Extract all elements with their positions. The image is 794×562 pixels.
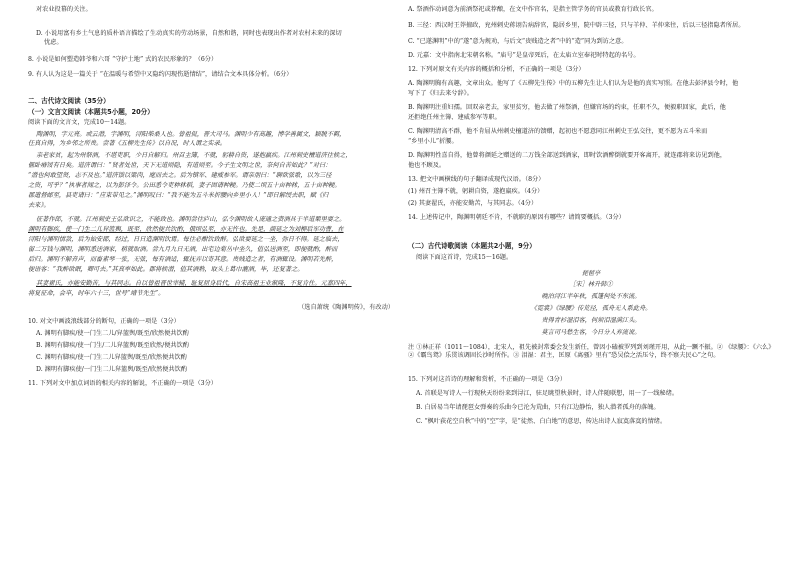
passage-line-underlined: 其妻翟氏，亦能安勤苦，与其同志。自以曾祖晋世宰辅，耻复屈身后代，自宋高祖王业渐隆，不复肯仕。元嘉四年， (36, 280, 352, 287)
subsection-heading: （二）古代诗歌阅读（本题共2小题，9分） (408, 242, 536, 250)
question-9: 9. 有人认为这是一篇关于 “在温暖与希望中又隐约闪现伤逝情结”，请结合文本具体分析。（6分） (28, 71, 293, 78)
q10-option-b: B. 渊明有脚疾/使一门生/二儿舁篮舆/既至欣然/便共饮酌 (36, 342, 189, 349)
passage-line: 将复征命，会卒，时年六十三，世号“靖节先生”。 (28, 290, 165, 297)
passage-line: “潜也何敢望贤，志不及也。”道济馈以粱肉，麾而去之。后为镇军、建威参军。谓亲朋曰：“聊欲弦歌，以为三径 (28, 172, 332, 179)
q12-option-line: 还拒绝任州主簿、建威参军等职。 (408, 114, 501, 121)
poem-title: 琵琶亭 (581, 270, 601, 277)
q10-option-d: D. 渊明有脚疾使/一门生二儿舁篮舆/既至/欣然便共饮酌 (36, 366, 188, 373)
passage-line: 留二万钱与渊明，渊明悉送酒家，稍就取酒。尝九月九日无酒，出宅边菊丛中坐久，值弘送酒至，即便就酌，醉而 (28, 246, 338, 253)
q11-option-b: B. 三径：西汉时王莽擅政，兖州刺史蒋诩告病辞官，隐居乡里，院中辟三径，只与羊仲、羊仲来往，后以三径指隐者所居。 (408, 22, 745, 29)
question-12: 12. 下列对原文有关内容的概括和分析，不正确的一项是（3分） (408, 66, 585, 73)
passage-line: 郡遣督邮至，县吏请曰：“应束带见之。”渊明叹曰：“我不能为五斗米折腰向乡里小人！”即日解绶去职，赋《归 (28, 192, 329, 199)
section-heading: 二、古代诗文阅读（35分） (28, 97, 110, 105)
q11-option-d: D. 元嘉：文中指南北宋朝名称。“庙号”是皇帝死后，在太庙立室奉祀时特起的名号。 (408, 52, 640, 59)
q15-option-b: B. 白居易当年请琵琶女弹奏的乐曲今已沦为荒曲，只有江边静怡，独人潜者孤舟的落魄。 (416, 404, 660, 411)
read-instruction: 阅读下面的文言文，完成10～14题。 (28, 119, 131, 126)
q11-option-c: C. “已遂渊明”中的“遂”意为规劝，与后文“贵贱造之者”中的“造”同为到访之意。 (408, 38, 628, 45)
question-14: 14. 上述传记中，陶渊明朝廷不肯，不就职的原因有哪些？请简要概括。（3分） (408, 214, 625, 221)
q13-part-1: (1) 州召主簿不就，躬耕自资，遂抱羸疾。（4分） (408, 188, 544, 195)
q12-option-line: 他也不顾及。 (408, 162, 446, 169)
q11-option-a: A. 祭酒作动词意为前酒祭祀或荐酿，在文中作官名，是指主管学务的官员或教育行政长官。 (408, 6, 658, 13)
q12-option-line: C. 陶渊明清高不群，他不肯屈从州刺史檀道济的馈赠，起初也不愿意同江州刺史王弘交往，更不愿为五斗米而 (408, 128, 708, 135)
option-d-cont: 忧虑。 (44, 39, 63, 46)
q10-option-c: C. 渊明有脚疾/使一门生二儿舁篮舆/既至/欣然便共饮酌 (36, 354, 187, 361)
poem-note: 注 ①林正祥（1011～1084），北宋人，祖先被封常委会发生新任，曾因小磕被罗列到刘瑾开用，从此一蹶不振。② 《绿腰》：《六么》②《霸鸟鸳》乐贯该调固长沙时所作。③ 泪湿：君主，匡原《离骚》里有“恐吴侩之活压兮，终不察夫民心”之句。 (408, 344, 772, 359)
poem-line: 晚泊浔江半年秋，孤篷何处不东流。 (541, 293, 641, 300)
passage-line: 之资，可乎？”执事者闻之，以为彭泽令。公田悉令吏种秫稻，妻子固请种粳。乃使二顷五十亩种秫，五十亩种粳。 (28, 182, 341, 189)
text-line: 对农业投幕的关注。 (36, 6, 92, 13)
question-13: 13. 把文中画横线的句子翻译成现代汉语。（8分） (408, 176, 545, 183)
question-11: 11. 下列对文中加点词语的相关内容的解说，不正确的一项是（3分） (28, 380, 217, 387)
passage-line: 征著作郎，不就。江州刺史王弘欲识之，不能致也。渊明尝往庐山，弘令渊明故人庞通之赍酒具于半道栗里要之。 (36, 216, 346, 223)
passage-line: 陶渊明，字元亮。或云潜，字渊明，浔阳柴桑人也。曾祖侃，晋大司马。渊明少有高趣，博学善属文，颖脱不羁， (36, 131, 346, 138)
subsection-heading: （一）文言文阅读（本题共5小题，20分） (28, 108, 154, 116)
read-instruction: 阅读下面这首诗，完成15～16题。 (416, 254, 513, 261)
passage-line: 便语客：“我醉欲眠，卿可去。”其真率如此。郡将候潜，值其酒熟，取头上葛巾漉酒，毕，还复著之。 (28, 266, 304, 273)
question-10: 10. 对文中画波浪线部分的断句，正确的一项是（3分） (28, 318, 180, 325)
passage-line: 偃卧瘠馁有日矣。道济谓曰：“贤者处世，天下无道则隐，有道则至。今子生文明之世，奈何自苦如此？”对曰： (28, 162, 332, 169)
q10-option-a: A. 渊明有脚疾/使一门生二儿/舁篮舆/既至/欣然便共饮酌 (36, 330, 189, 337)
q13-part-2: (2) 其妻翟氏，亦能安勤苦，与其同志。（4分） (408, 200, 538, 207)
question-15: 15. 下列对这首诗的理解和赏析，不正确的一项是（3分） (408, 376, 567, 383)
passage-line: 任真自得，为乡邻之所贵。尝著《五柳先生传》以自况，时人谓之实录。 (28, 140, 226, 147)
passage-line: 去来》。 (28, 202, 50, 209)
passage-line: 浔阳与渊明情款，后为始安郡，经过，日日造渊明饮焉。每往必酣饮致醉。弘欲要延之一坐，弥日不得。延之临去， (28, 236, 344, 243)
q15-option-c: C. “枫叶荻花空自秋”中的“空”字，是“徒然、白白地”的意思，传达出诗人寂寞落寞的情绪。 (416, 418, 667, 425)
q12-option-line: B. 陶渊明注重妇孺。回双亲老去，家里贫穷，他去做了州祭酒，但嫌官场的约束，任职不久，便毅职回家，此后，他 (408, 104, 726, 111)
poem-line: 莫言司马愁生客，今日分人弃流说。 (541, 329, 641, 336)
poem-line: 《霓裳》《绿腰》传荒径，孤舟无人系此舟。 (530, 305, 652, 312)
poem-line: 贵得青衫湿泪客，何须泪湿满江头。 (541, 317, 641, 324)
passage-line: 后归。渊明不解音声，而畜素琴一张，无弦，每有酒适，辄抚弄以寄其意。贵贱造之者，有酒辄设。渊明若先醉， (28, 256, 338, 263)
passage-line-wavy: 渊明有脚疾，使一门生二儿舁篮舆，既至，欣然便共饮酌，俄顷弘至，亦无忤也。先是，颜延之为刘柳后军功曹，在 (28, 226, 344, 233)
q15-option-a: A. 首联是写诗人一行现秋天纷纷来到浔江，驻足眺望秋景时，诗人伴随联想，用一了一线秘绪。 (416, 390, 679, 397)
q12-option-line: D. 陶渊明性喜自得，他曾将颜延之赠送的二万钱全部送到酒家，即时饮酒醉倒就要开客离开，就连郡将来访见到他， (408, 152, 727, 159)
q12-option-line: 写下了《归去来兮辞》。 (408, 90, 473, 97)
question-8: 8. 小说是如何塑造韩爷和六哥 “守护土地” 式的农民形象的？（6分） (28, 56, 218, 63)
source-citation: （选自萧统《陶渊明传》，有改动） (298, 304, 394, 311)
option-d: D. 小说用富有乡土气息的质朴语言描绘了生动真实的劳动场景，自然和谐，同时也表现出作者对农村未来的深切 (36, 30, 342, 37)
q12-option-line: “乡里小儿”折腰。 (408, 138, 458, 145)
q12-option-line: A. 陶渊明胸有高趣，文章出众。他写了《五柳先生传》中的五柳先生让人们认为是他的真实写照。在他去彭泽县令时，他 (408, 80, 739, 87)
poem-author: ［宋］林升韩① (569, 281, 613, 288)
passage-line: 亲老家贫，起为州祭酒，不堪吏职，少日自解归。州召主簿，不就，躬耕自资，遂抱羸疾。江州刺史檀道济往候之， (36, 152, 352, 159)
